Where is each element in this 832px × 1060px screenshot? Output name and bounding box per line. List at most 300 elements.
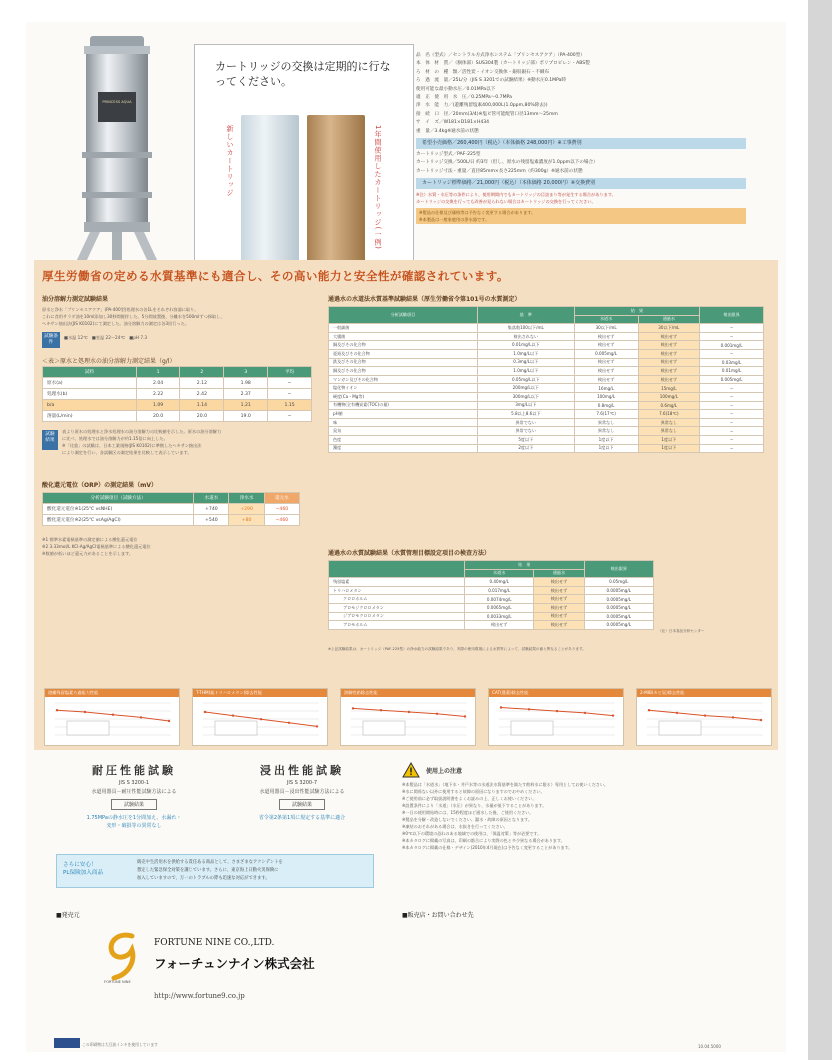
orp-cell: +540 bbox=[194, 515, 229, 526]
std-cell: 銅及びその化合物 bbox=[329, 367, 478, 376]
spec-note: ※注）水質・水圧等の条件により、使用期間内でもカートリッジの目詰まり等が発生する場合があります。 bbox=[416, 192, 616, 198]
brochure-page bbox=[26, 22, 786, 1052]
mini-chart-point bbox=[732, 716, 734, 718]
oil-header-cell: 1 bbox=[136, 367, 180, 378]
std-table-row bbox=[329, 401, 764, 410]
quality-col-tap: 水道水 bbox=[464, 569, 533, 578]
mini-chart-point bbox=[56, 709, 58, 711]
mini-chart-point bbox=[556, 710, 558, 712]
oil-cell: 1.98 bbox=[224, 378, 268, 389]
quality-cell: 検出せず bbox=[464, 621, 533, 630]
condition-badge: 試験条件 bbox=[42, 332, 60, 348]
std-cell: 0.005mg/L bbox=[700, 375, 764, 384]
orp-table-row bbox=[43, 504, 300, 515]
caution-line: ※凍結のおそれがある場合は、水抜きを行ってください。 bbox=[402, 824, 508, 829]
oil-cell: 1.15 bbox=[268, 400, 312, 411]
mini-chart-point bbox=[408, 711, 410, 713]
std-table-row bbox=[329, 341, 764, 350]
std-cell: − bbox=[700, 392, 764, 401]
mini-chart-plot bbox=[641, 699, 767, 743]
spec-note: カートリッジの交換を行っても改善が見られない場合はカートリッジの交換を行ってください。 bbox=[416, 199, 596, 205]
mini-chart-plot bbox=[493, 699, 619, 743]
spec-row: 適 正 使 用 水 圧／0.25MPa〜0.7MPa bbox=[416, 95, 512, 101]
std-cell: 3mg/L以下 bbox=[477, 401, 574, 410]
std-cell: 濁度 bbox=[329, 444, 478, 453]
pl-label bbox=[63, 861, 103, 877]
orp-cell: +80 bbox=[229, 515, 264, 526]
std-table-row bbox=[329, 349, 764, 358]
mini-chart-title: 2-MIB(カビ臭)除去性能 bbox=[637, 689, 771, 697]
quality-title: 通過水の水質試験結果（水質管理目標設定項目の検査方法） bbox=[328, 550, 491, 557]
oil-cell: 原水(a) bbox=[43, 378, 137, 389]
oil-result-line: 表より原水の処理水と浄水処理水の油分溶解力の比較値を示した。原水の油分溶解力 bbox=[62, 429, 222, 434]
std-table-row bbox=[329, 358, 764, 367]
caution-title: 使用上の注意 bbox=[426, 768, 463, 775]
std-cell: 1.0mg/L以下 bbox=[477, 349, 574, 358]
std-cell: 100mg/L bbox=[574, 392, 638, 401]
oil-desc-line: 原水と浄水「プリンセスアクア」(PA-400型)処理水の各1Lをそれぞれ容器に取り、 bbox=[42, 307, 199, 312]
std-table-row bbox=[329, 435, 764, 444]
caution-line: ※本カタログに掲載の写真は、印刷の都合により実際の色と多少異なる場合があります。 bbox=[402, 838, 565, 843]
std-cell: 異常なし bbox=[574, 427, 638, 436]
std-cell: 2度以下 bbox=[477, 444, 574, 453]
caution-line: ※設置条件により「水道」（水圧）が異なり、水量が低下することがあります。 bbox=[402, 803, 547, 808]
mini-chart-legend-box bbox=[511, 721, 553, 735]
std-cell: 塩化物イオン bbox=[329, 384, 478, 393]
quality-cell: 0.0074mg/L bbox=[464, 595, 533, 604]
oil-cell: 処理水(b) bbox=[43, 389, 137, 400]
std-table bbox=[328, 306, 764, 453]
spec-orange-line: ※製品の仕様及び価格等は予告なく変更する場合があります。 bbox=[419, 210, 536, 216]
oil-cell: 20.0 bbox=[180, 411, 224, 422]
mini-chart-point bbox=[436, 713, 438, 715]
std-cell: − bbox=[700, 384, 764, 393]
footer-code: 10.04.5000 bbox=[698, 1044, 721, 1049]
caution-line: ※0℃以下の環境の恐れのある地域での使用は、「保温対策」等が必要です。 bbox=[402, 831, 542, 836]
oil-table-row bbox=[43, 411, 312, 422]
std-cell: 異常でない bbox=[477, 427, 574, 436]
mini-chart bbox=[44, 688, 180, 746]
std-cell: 検出せず bbox=[574, 367, 638, 376]
oil-desc-line: ヘキサン抽出法(JIS K0102)にて測定した。油分溶解力の測定は各3回行った。 bbox=[42, 321, 190, 326]
std-cell: 検出せず bbox=[638, 367, 700, 376]
product-brand: PRINCESS AQUA bbox=[102, 100, 132, 104]
orp-header-cell: 水道水 bbox=[194, 493, 229, 504]
oil-table bbox=[42, 366, 312, 422]
oil-cell: 19.0 bbox=[224, 411, 268, 422]
quality-cell: トリハロメタン bbox=[329, 586, 465, 595]
std-cell: 0.6mg/L bbox=[638, 401, 700, 410]
orp-cell: −460 bbox=[264, 515, 299, 526]
mini-chart-point bbox=[528, 708, 530, 710]
std-table-row bbox=[329, 410, 764, 419]
quality-cell: 0.0005mg/L bbox=[584, 612, 653, 621]
spec-list bbox=[416, 52, 746, 224]
footer-left: この印刷物は大豆油インキを使用しています bbox=[82, 1042, 158, 1047]
quality-table-row bbox=[329, 621, 654, 630]
quality-col-limit: 検出限界 bbox=[584, 561, 653, 578]
used-cartridge-image bbox=[307, 115, 365, 263]
pl-insurance-box bbox=[56, 854, 374, 888]
mini-chart-point bbox=[500, 706, 502, 708]
orp-header-cell: 浄水水 bbox=[229, 493, 264, 504]
cartridge-panel bbox=[194, 44, 414, 270]
spec-row: ろ 過 流 量／25L/分（JIS S 3201での試験結果）※動水圧0.1MPa時 bbox=[416, 78, 567, 84]
mini-chart-point bbox=[260, 718, 262, 720]
std-table-row bbox=[329, 444, 764, 453]
quality-note: ※上記試験結果は、カートリッジ（PAF-225型）の浄水能力の試験結果であり、実際の使用環境による水質等によって、試験結果の値と異なることがあります。 bbox=[328, 647, 586, 651]
std-cell: 0.01mg/L bbox=[700, 367, 764, 376]
std-col-standard: 基 準 bbox=[477, 307, 574, 324]
company-url[interactable]: http://www.fortune9.co.jp bbox=[154, 992, 245, 1000]
quality-table-row bbox=[329, 603, 654, 612]
std-table-row bbox=[329, 375, 764, 384]
std-cell: − bbox=[700, 410, 764, 419]
std-cell: 7.6(17℃) bbox=[574, 410, 638, 419]
test-results-section bbox=[34, 260, 778, 750]
pressure-test-result-label: 試験結果 bbox=[111, 799, 157, 810]
quality-cell: 0.0033mg/L bbox=[464, 612, 533, 621]
std-cell: 1度以下 bbox=[638, 435, 700, 444]
std-cell: 検出せず bbox=[574, 358, 638, 367]
mini-chart-point bbox=[760, 719, 762, 721]
std-cell: 一般細菌 bbox=[329, 324, 478, 333]
mini-chart-point bbox=[648, 709, 650, 711]
quality-cell: 検出せず bbox=[534, 578, 584, 587]
spec-row: 本 体 材 質／（胴体部）SUS304製（カートリッジ部）ポリプロピレン・ABS製 bbox=[416, 61, 590, 67]
mini-chart-plot bbox=[197, 699, 323, 743]
quality-cell: 検出せず bbox=[534, 595, 584, 604]
oil-cell: 2.37 bbox=[224, 389, 268, 400]
leach-test-sub: 水道用器具－浸出性能試験方法による bbox=[259, 789, 345, 795]
oil-table-row bbox=[43, 378, 312, 389]
leach-test-title: 浸出性能試験 bbox=[260, 764, 344, 777]
std-cell: 異常なし bbox=[638, 418, 700, 427]
orp-notes bbox=[42, 536, 312, 557]
std-cell: 1度以下 bbox=[638, 444, 700, 453]
pressure-test-sub: 水道用器具－耐圧性能試験方法による bbox=[91, 789, 177, 795]
company-logo-icon bbox=[102, 930, 146, 982]
std-cell: 検出せず bbox=[638, 349, 700, 358]
pl-text bbox=[137, 859, 371, 883]
std-cell: 検出せず bbox=[638, 332, 700, 341]
mini-chart-title: CAT(農薬)除去性能 bbox=[489, 689, 623, 697]
spec-row: 浄 水 能 力／(遊離残留塩素400,000L(1.0ppm,80%除去)) bbox=[416, 103, 548, 109]
company-name-en: FORTUNE NINE CO.,LTD. bbox=[154, 938, 275, 948]
std-cell: 5度以下 bbox=[477, 435, 574, 444]
mini-chart-legend-box bbox=[67, 721, 109, 735]
pl-text-line: 加入していますので、万一のトラブルの際も迅速な対応ができます。 bbox=[137, 876, 270, 881]
mini-charts bbox=[44, 688, 772, 746]
orp-cell: 酸化還元電位※2(25℃ vsAg/AgCl) bbox=[43, 515, 194, 526]
std-cell: マンガン及びその化合物 bbox=[329, 375, 478, 384]
scrollbar[interactable] bbox=[808, 0, 832, 1060]
oil-cell: 1.14 bbox=[180, 400, 224, 411]
mini-chart-point bbox=[704, 714, 706, 716]
quality-col-filtered: 通過水 bbox=[534, 569, 584, 578]
std-cell: 検出せず bbox=[638, 375, 700, 384]
orp-cell: −460 bbox=[264, 504, 299, 515]
std-cell: 5.8以上8.6以下 bbox=[477, 410, 574, 419]
mini-chart-point bbox=[464, 715, 466, 717]
soy-ink-logo bbox=[54, 1038, 80, 1048]
caution-line: ※水に関係ない以外に使用すると故障の原因になりますのでおやめください。 bbox=[402, 789, 545, 794]
mini-chart-legend-box bbox=[659, 721, 701, 735]
oil-result-line: ※「比重」の試験は、日本工業規格(JIS K0102)に準拠したヘキサン抽出法 bbox=[62, 443, 202, 448]
std-cell: 0.3mg/L以下 bbox=[477, 358, 574, 367]
cartridge-title: カートリッジの交換は定期的に行なってください。 bbox=[215, 60, 391, 88]
headline: 厚生労働省の定める水質基準にも適合し、その高い能力と安全性が確認されています。 bbox=[42, 269, 509, 283]
used-cartridge-label: 1年間使用したカートリッジ(一例) bbox=[374, 125, 382, 250]
orp-cell: +290 bbox=[229, 504, 264, 515]
std-col-tap: 水道水 bbox=[574, 315, 638, 324]
quality-cell: 0.017mg/L bbox=[464, 586, 533, 595]
std-table-row bbox=[329, 418, 764, 427]
mini-chart-point bbox=[84, 711, 86, 713]
spec-price-main: 希望小売価格／260,400円（税込）（本体価格 248,000円）※工事費別 bbox=[416, 138, 746, 149]
std-cell: 味 bbox=[329, 418, 478, 427]
quality-cell: 0.0065mg/L bbox=[464, 603, 533, 612]
leach-test-jis: JIS S 3200-7 bbox=[286, 780, 318, 786]
std-col-filtered: 通過水 bbox=[638, 315, 700, 324]
spec-cart-row: カートリッジ寸法・重量／直径85mm×長さ225mm（約300g）※通水前の状態 bbox=[416, 168, 583, 174]
std-col-limit: 検出限界 bbox=[700, 307, 764, 324]
mini-chart bbox=[192, 688, 328, 746]
mini-chart-point bbox=[352, 707, 354, 709]
oil-cell: − bbox=[268, 411, 312, 422]
caution-line: ※製品を分解・改造しないでください。漏水・故障の原因となります。 bbox=[402, 817, 533, 822]
mini-chart-point bbox=[112, 714, 114, 716]
pl-label-line-2: PL保険加入商品 bbox=[63, 870, 104, 876]
oil-title: 油分溶解力測定試験結果 bbox=[42, 296, 109, 303]
std-cell: 30以下/mL bbox=[574, 324, 638, 333]
pressure-test-result-1: 1.75MPaの静水圧を1分間加え、水漏れ・ bbox=[86, 815, 182, 821]
oil-table-header bbox=[43, 367, 312, 378]
caution-lines bbox=[402, 781, 742, 851]
std-cell: − bbox=[700, 401, 764, 410]
quality-table-row bbox=[329, 586, 654, 595]
mini-chart-legend-box bbox=[215, 721, 257, 735]
mini-chart-title: T-THM(総トリハロメタン)除去性能 bbox=[193, 689, 327, 697]
new-cartridge-label: 新しいカートリッジ bbox=[226, 125, 234, 197]
std-cell: 200mg/L以下 bbox=[477, 384, 574, 393]
quality-cell: 検出せず bbox=[534, 603, 584, 612]
std-cell: pH値 bbox=[329, 410, 478, 419]
quality-cell: 0.0005mg/L bbox=[584, 621, 653, 630]
quality-table-header bbox=[329, 561, 654, 570]
std-cell: 集落数100以下/mL bbox=[477, 324, 574, 333]
quality-table-row bbox=[329, 612, 654, 621]
orp-note-line: ※2 3.33mol/L KCl-Ag/AgCl電極基準による酸化還元電位 bbox=[42, 544, 151, 549]
std-cell: 30以下/mL bbox=[638, 324, 700, 333]
oil-desc bbox=[42, 306, 318, 327]
std-cell: 異常でない bbox=[477, 418, 574, 427]
orp-header-cell: 分析試験項目（試験方法） bbox=[43, 493, 194, 504]
quality-cell: 検出せず bbox=[534, 621, 584, 630]
mini-chart-legend-box bbox=[363, 721, 405, 735]
std-cell: − bbox=[700, 435, 764, 444]
std-cell: − bbox=[700, 418, 764, 427]
mini-chart-title: 溶解性鉛除去性能 bbox=[341, 689, 475, 697]
oil-cell: 1.21 bbox=[224, 400, 268, 411]
orp-note-line: ※数値が低いほど還元力があることを示します。 bbox=[42, 551, 134, 556]
oil-header-cell: 試料 bbox=[43, 367, 137, 378]
std-cell: − bbox=[700, 332, 764, 341]
company-brand-small: FORTUNE NINE bbox=[104, 980, 131, 984]
oil-header-cell: 平均 bbox=[268, 367, 312, 378]
mini-chart-point bbox=[380, 709, 382, 711]
oil-desc-line: これに食用サラダ油を10ml添加し30秒間撹拌した。5分間放置後、分離水を500mlずつ採取し、 bbox=[42, 314, 225, 319]
oil-table-row bbox=[43, 400, 312, 411]
quality-cell: ジブロモクロロメタン bbox=[329, 612, 465, 621]
quality-cell: 0.0005mg/L bbox=[584, 603, 653, 612]
std-cell: − bbox=[700, 427, 764, 436]
spec-row: サ イ ズ／W181×D181×H434 bbox=[416, 120, 490, 126]
std-cell: 0.03mg/L bbox=[700, 358, 764, 367]
std-cell: 1.0mg/L以下 bbox=[477, 367, 574, 376]
std-cell: 検出せず bbox=[638, 341, 700, 350]
oil-cell: 20.0 bbox=[136, 411, 180, 422]
mini-chart-point bbox=[676, 712, 678, 714]
orp-note-line: ※1 標準水素電極基準の測定値による酸化還元電位 bbox=[42, 537, 138, 542]
oil-cell: 2.22 bbox=[136, 389, 180, 400]
std-cell: 15mg/L bbox=[638, 384, 700, 393]
leach-test-result-label: 試験結果 bbox=[279, 799, 325, 810]
std-cell: 1度以下 bbox=[574, 444, 638, 453]
std-table-row bbox=[329, 427, 764, 436]
caution-line: ※本製品は「水道水」（地下水・井戸水等の水道法水質基準を満たす飲料水に限る）専用としてお使いください。 bbox=[402, 782, 609, 787]
caution-line: ※本カタログに掲載の仕様・デザイン(2010年4月現在)は予告なく変更することがあります。 bbox=[402, 845, 573, 850]
std-table-row bbox=[329, 332, 764, 341]
mini-chart-point bbox=[140, 716, 142, 718]
std-cell: − bbox=[700, 324, 764, 333]
spec-cart-row: カートリッジ型式／PAF-225型 bbox=[416, 152, 481, 158]
condition-text: ■水温 12℃ ■室温 22〜24℃ ■pH 7.3 bbox=[64, 335, 148, 340]
quality-cell: ブロモホルム bbox=[329, 621, 465, 630]
orp-cell: 酸化還元電位※1(25℃ vsNHE) bbox=[43, 504, 194, 515]
std-cell: 検出されない bbox=[477, 332, 574, 341]
std-cell: 0.001mg/L bbox=[700, 341, 764, 350]
quality-table bbox=[328, 560, 654, 630]
std-cell: 異常なし bbox=[574, 418, 638, 427]
new-cartridge-image bbox=[241, 115, 299, 263]
quality-cell: 0.0005mg/L bbox=[584, 586, 653, 595]
oil-result-line: に比べ、処理水では油分溶解力が約1.15倍に向上した。 bbox=[62, 436, 168, 441]
quality-cell: 残留塩素 bbox=[329, 578, 465, 587]
spec-orange-line: ※本製品は一般家庭用の浄水器です。 bbox=[419, 217, 490, 223]
std-col-item: 分析試験項目 bbox=[329, 307, 478, 324]
std-cell: 1度以下 bbox=[574, 435, 638, 444]
oil-result-text bbox=[62, 428, 316, 456]
caution-line: ※ご使用前に必ず取扱説明書をよくお読みの上、正しくお使いください。 bbox=[402, 796, 537, 801]
quality-col-item bbox=[329, 561, 465, 578]
std-col-result: 結 果 bbox=[574, 307, 699, 316]
product-image bbox=[56, 32, 176, 267]
quality-cell: 0.0005mg/L bbox=[584, 595, 653, 604]
caution-line: ※一日の使用開始時には、15秒程度ほど通水した後、ご使用ください。 bbox=[402, 810, 534, 815]
quality-cell: ブロモジクロロメタン bbox=[329, 603, 465, 612]
std-cell: 異常なし bbox=[638, 427, 700, 436]
std-cell: 大腸菌 bbox=[329, 332, 478, 341]
oil-cell: − bbox=[268, 389, 312, 400]
pressure-test bbox=[60, 762, 208, 842]
spec-cart-row: カートリッジ交換／500L/日 約3年（但し、原水の残留塩素濃度が1.0ppm以下の場合） bbox=[416, 160, 598, 166]
orp-table-row bbox=[43, 515, 300, 526]
oil-cell: − bbox=[268, 378, 312, 389]
mini-chart bbox=[636, 688, 772, 746]
std-cell: 検出せず bbox=[574, 375, 638, 384]
mini-chart-point bbox=[584, 712, 586, 714]
std-table-row bbox=[329, 384, 764, 393]
quality-cell: 検出せず bbox=[534, 612, 584, 621]
spec-orange-notes bbox=[416, 208, 746, 224]
std-cell: 色度 bbox=[329, 435, 478, 444]
seller-heading: ■発売元 bbox=[56, 912, 80, 919]
std-cell: 100mg/L bbox=[638, 392, 700, 401]
std-cell: 臭気 bbox=[329, 427, 478, 436]
oil-result-line: により測定を行い、各試験区の測定結果を比較して表示しています。 bbox=[62, 450, 192, 455]
result-badge: 試験結果 bbox=[42, 430, 58, 450]
quality-cell: 0.40mg/L bbox=[464, 578, 533, 587]
orp-title: 酸化還元電位（ORP）の測定結果（mV） bbox=[42, 482, 158, 489]
oil-cell: 2.04 bbox=[136, 378, 180, 389]
spec-row: 使用可能な最小動水圧／0.01MPa以下 bbox=[416, 86, 496, 92]
std-cell: 0.005mg/L bbox=[574, 349, 638, 358]
mini-chart-point bbox=[204, 711, 206, 713]
orp-cell: +740 bbox=[194, 504, 229, 515]
oil-table-row bbox=[43, 389, 312, 400]
spec-row: ろ 材 の 種 類／活性炭・イオン交換体・銀収銀石・不織布 bbox=[416, 69, 550, 75]
pl-text-line: 販売や生活用水を供給する責任ある商品として、さまざまなアクシデントを bbox=[137, 860, 283, 865]
spec-row: 接 続 口 径／20mm(3/4)※塩ビ管可能配管口径13mm〜25mm bbox=[416, 111, 558, 117]
oil-header-cell: 2 bbox=[180, 367, 224, 378]
std-cell: 有機物(全有機炭素(TOC)の量) bbox=[329, 401, 478, 410]
std-table-row bbox=[329, 367, 764, 376]
std-table-row bbox=[329, 324, 764, 333]
mini-chart bbox=[340, 688, 476, 746]
std-cell: 300mg/L以下 bbox=[477, 392, 574, 401]
mini-chart-plot bbox=[345, 699, 471, 743]
oil-table-title: ＜表＞原水と処理水の油分溶解力測定結果（g/l） bbox=[42, 358, 176, 365]
std-cell: 硬度(Ca・Mg等) bbox=[329, 392, 478, 401]
std-cell: 0.01mg/L以下 bbox=[477, 341, 574, 350]
std-cell: 検出せず bbox=[574, 341, 638, 350]
oil-cell: 2.42 bbox=[180, 389, 224, 400]
leach-test bbox=[228, 762, 376, 842]
oil-cell: 1.09 bbox=[136, 400, 180, 411]
caution-section bbox=[402, 762, 742, 851]
oil-cell: 2.12 bbox=[180, 378, 224, 389]
std-table-row bbox=[329, 392, 764, 401]
std-cell: 亜鉛及びその化合物 bbox=[329, 349, 478, 358]
pressure-test-result-2: 変形・破損等の異常なし bbox=[106, 823, 162, 829]
std-cell: 検出せず bbox=[638, 358, 700, 367]
std-cell: 0.8mg/L bbox=[574, 401, 638, 410]
quality-cell: 検出せず bbox=[534, 586, 584, 595]
quality-cell: 0.05mg/L bbox=[584, 578, 653, 587]
mini-chart-point bbox=[316, 725, 318, 727]
dealer-heading: ■販売店・お問い合わせ先 bbox=[402, 912, 474, 919]
spec-row: 重 量／3.4kg※通水前の状態 bbox=[416, 128, 479, 134]
std-cell: − bbox=[700, 444, 764, 453]
quality-table-row bbox=[329, 595, 654, 604]
mini-chart-point bbox=[612, 714, 614, 716]
mini-chart bbox=[488, 688, 624, 746]
std-cell: 鉄及びその化合物 bbox=[329, 358, 478, 367]
mini-chart-point bbox=[288, 722, 290, 724]
pl-text-line: 想定した緊急保全対策を講じています。さらに、東京海上日動火災保険に bbox=[137, 868, 279, 873]
mini-chart-plot bbox=[49, 699, 175, 743]
